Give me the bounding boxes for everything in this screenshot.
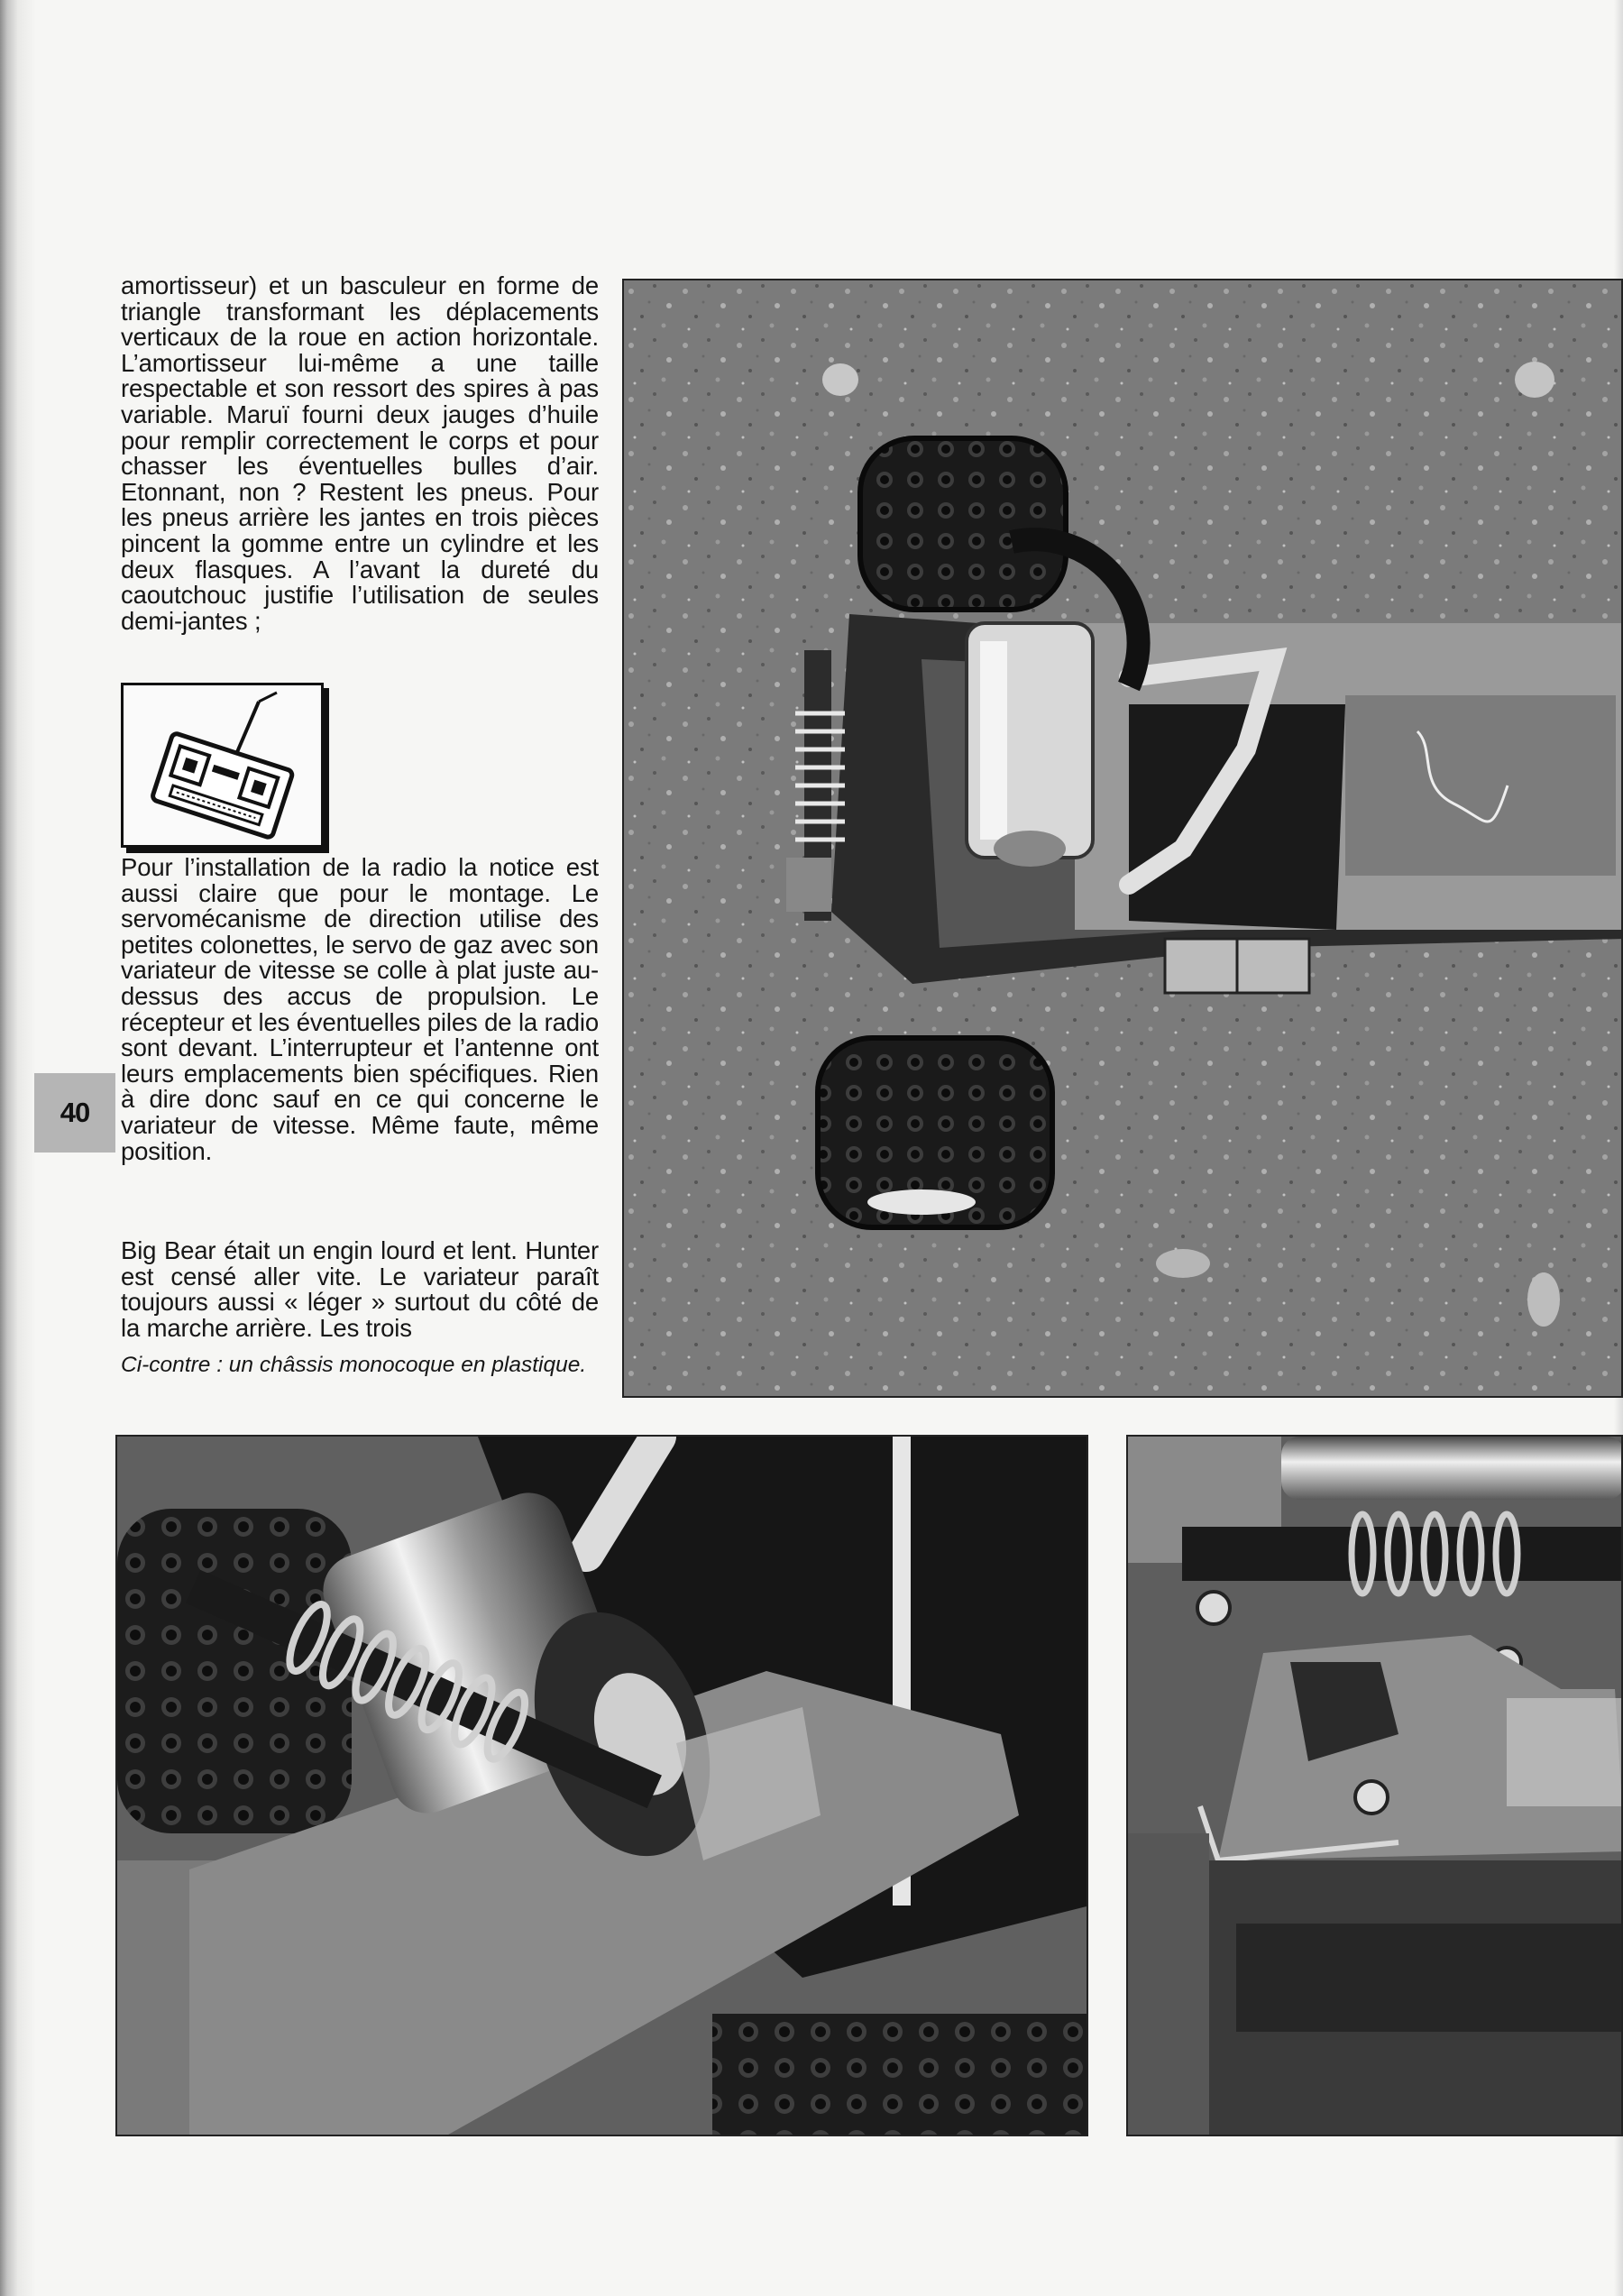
article-column-middle: [121, 855, 599, 1164]
article-paragraph-2: Pour l’installation de la radio la notice est aussi claire que pour le montage. Le servomécanisme de direction utilise des petites colonettes, le servo de gaz avec son variateur de vitesse se colle à plat juste au-dessus des accus de propulsion. Le récepteur et les éventuelles piles de la radio sont devant. L’interrupteur et l’antenne ont leurs emplacements bien spécifiques. Rien à dire donc sauf en ce qui concerne le variateur de vitesse. Même faute, même position.: [121, 853, 599, 1165]
article-paragraph-1: amortisseur) et un basculeur en forme de triangle transformant les déplacements verticaux de la roue en action horizontale. L’amortisseur lui-même a une taille respectable et son ressort des spires à pas variable. Maruï fourni deux jauges d’huile pour remplir correctement le corps et pour chasser les éventuelles bulles d’air. Etonnant, non ? Restent les pneus. Pour les pneus arrière les jantes en trois pièces pincent la gomme entre un cylindre et les deux flasques. A l’avant la dureté du caoutchouc justifie l’utilisation de seules demi-jantes ;: [121, 271, 599, 635]
article-paragraph-3: Big Bear était un engin lourd et lent. Hunter est censé aller vite. Le variateur paraît toujours aussi « léger » surtout du côté de la marche arrière. Les trois: [121, 1236, 599, 1342]
article-column-bottom: [121, 1238, 599, 1341]
motor-closeup-photo: [115, 1435, 1088, 2136]
radio-transmitter-icon: [124, 685, 321, 845]
shock-mount-closeup-photo: [1126, 1435, 1623, 2136]
page-binding-edge: [0, 0, 36, 2296]
radio-section-icon-box: [121, 683, 324, 848]
photo-caption: Ci-contre : un châssis monocoque en plastique.: [121, 1353, 587, 1377]
article-column-top: [121, 273, 599, 634]
chassis-top-view-photo: [622, 279, 1623, 1398]
page-number-tab: [34, 1073, 115, 1153]
page-number: 40: [60, 1097, 90, 1128]
